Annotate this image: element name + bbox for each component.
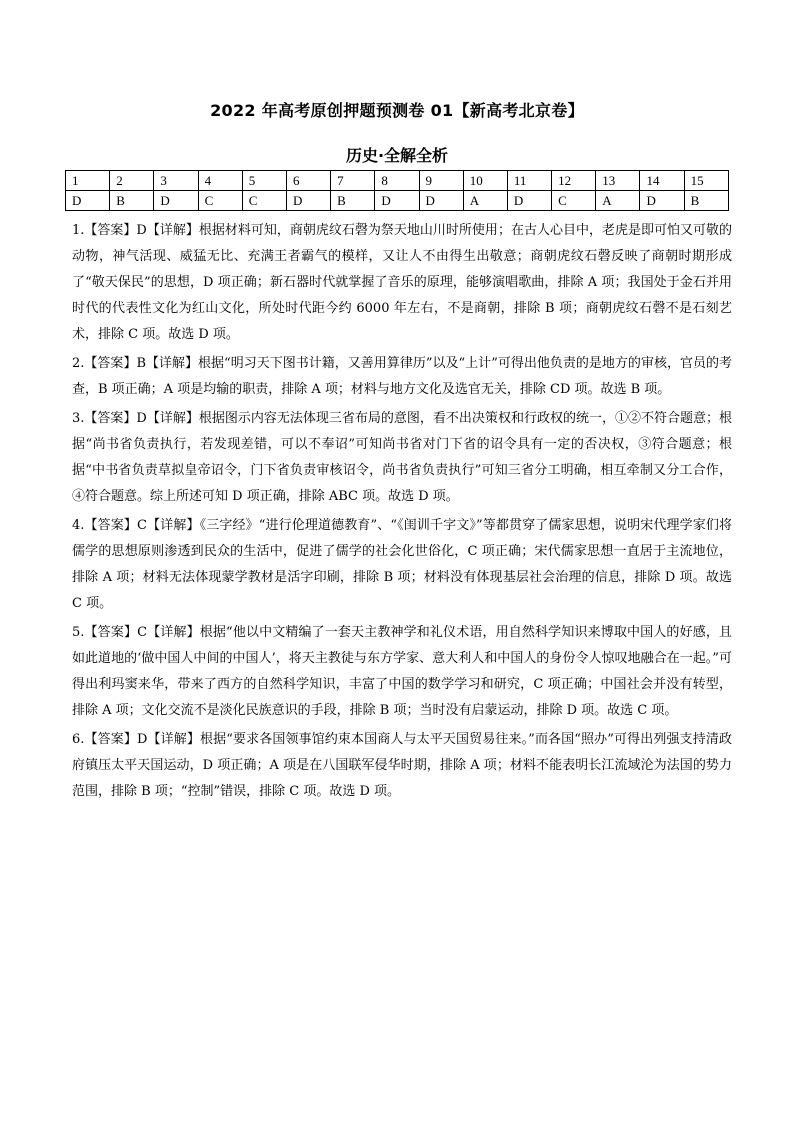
answer-cell: B	[110, 191, 154, 211]
question-number: 11	[507, 171, 551, 191]
answer-cell: D	[66, 191, 110, 211]
answer-cell: D	[154, 191, 198, 211]
answer-cell: B	[331, 191, 375, 211]
explanation-paragraph: 1.【答案】D【详解】根据材料可知，商朝虎纹石磬为祭天地山川时所使用；在古人心目中，老虎是即可怕又可敬的动物，神气活现、威猛无比、充满王者霸气的模样，又让人不由得生出敬意；商朝虎纹石磬反映了商朝时期形成了“敬天保民”的思想，D 项正确；新石器时代就掌握了音乐的原理，能够演唱歌曲，排除 A 项；我国处于金石并用时代的代表性文化为红山文化，所处时代距今约 6000 年左右，不是商朝，排除 B 项；商朝虎纹石磬不是石刻艺术，排除 C 项。故选 D 项。	[72, 223, 732, 342]
document-subtitle: 历史·全解全析	[345, 146, 449, 165]
explanation-paragraph: 6.【答案】D【详解】根据“要求各国领事馆约束本国商人与太平天国贸易往来。”而各国“照办”可得出列强支持清政府镇压太平天国运动，D 项正确；A 项是在八国联军侵华时期，排除 A 项；材料不能表明长江流域沦为法国的势力范围，排除 B 项；“控制”错误，排除 C 项。故选 D 项。	[72, 732, 732, 799]
document-title: 2022 年高考原创押题预测卷 01【新高考北京卷】	[210, 101, 584, 120]
answer-cell: D	[286, 191, 330, 211]
answer-cell: C	[242, 191, 286, 211]
answer-cell: B	[684, 191, 728, 211]
question-number: 13	[596, 171, 640, 191]
explanation-paragraph: 4.【答案】C【详解】《三字经》“进行伦理道德教育”、“《闺训千字文》”等都贯穿了儒家思想，说明宋代理学家们将儒学的思想原则渗透到民众的生活中，促进了儒学的社会化世俗化，C 项正确；宋代儒家思想一直居于主流地位，排除 A 项；材料无法体现蒙学教材是活字印刷，排除 B 项；材料没有体现基层社会治理的信息，排除 D 项。故选 C 项。	[72, 518, 732, 611]
question-number: 2	[110, 171, 154, 191]
answer-cell: C	[198, 191, 242, 211]
answer-cell: A	[596, 191, 640, 211]
explanation-paragraph: 3.【答案】D【详解】根据图示内容无法体现三省布局的意图，看不出决策权和行政权的统一，①②不符合题意；根据“尚书省负责执行，若发现差错，可以不奉诏”可知尚书省对门下省的诏令具有一定的否决权，③符合题意；根据“中书省负责草拟皇帝诏令，门下省负责审核诏令，尚书省负责执行”可知三省分工明确，相互牵制又分工合作，④符合题意。综上所述可知 D 项正确，排除 ABC 项。故选 D 项。	[72, 411, 732, 504]
question-number: 1	[66, 171, 110, 191]
question-number: 8	[375, 171, 419, 191]
answer-table-number-row	[66, 171, 729, 191]
question-number: 3	[154, 171, 198, 191]
answer-table-answer-row	[66, 191, 729, 211]
answer-table	[65, 170, 729, 211]
answer-cell: A	[463, 191, 507, 211]
answer-cell: D	[640, 191, 684, 211]
answer-cell: D	[419, 191, 463, 211]
question-number: 4	[198, 171, 242, 191]
explanations	[72, 218, 732, 808]
question-number: 5	[242, 171, 286, 191]
answer-cell: D	[507, 191, 551, 211]
question-number: 6	[286, 171, 330, 191]
answer-cell: C	[552, 191, 596, 211]
answer-cell: D	[375, 191, 419, 211]
question-number: 15	[684, 171, 728, 191]
question-number: 12	[552, 171, 596, 191]
explanation-paragraph: 5.【答案】C【详解】根据“他以中文精编了一套天主教神学和礼仪术语，用自然科学知识来博取中国人的好感，且如此道地的‘做中国人中间的中国人’，将天主教徒与东方学家、意大利人和中国人的身份令人惊叹地融合在一起。”可得出利玛窦来华，带来了西方的自然科学知识，丰富了中国的数学学习和研究，C 项正确；中国社会并没有转型，排除 A 项；文化交流不是淡化民族意识的手段，排除 B 项；当时没有启蒙运动，排除 D 项。故选 C 项。	[72, 625, 732, 718]
question-number: 7	[331, 171, 375, 191]
question-number: 9	[419, 171, 463, 191]
question-number: 10	[463, 171, 507, 191]
question-number: 14	[640, 171, 684, 191]
explanation-paragraph: 2.【答案】B【详解】根据“明习天下图书计籍，又善用算律历”以及“上计”可得出他负责的是地方的审核，官员的考查，B 项正确；A 项是均输的职责，排除 A 项；材料与地方文化及选官无关，排除 CD 项。故选 B 项。	[72, 356, 732, 397]
